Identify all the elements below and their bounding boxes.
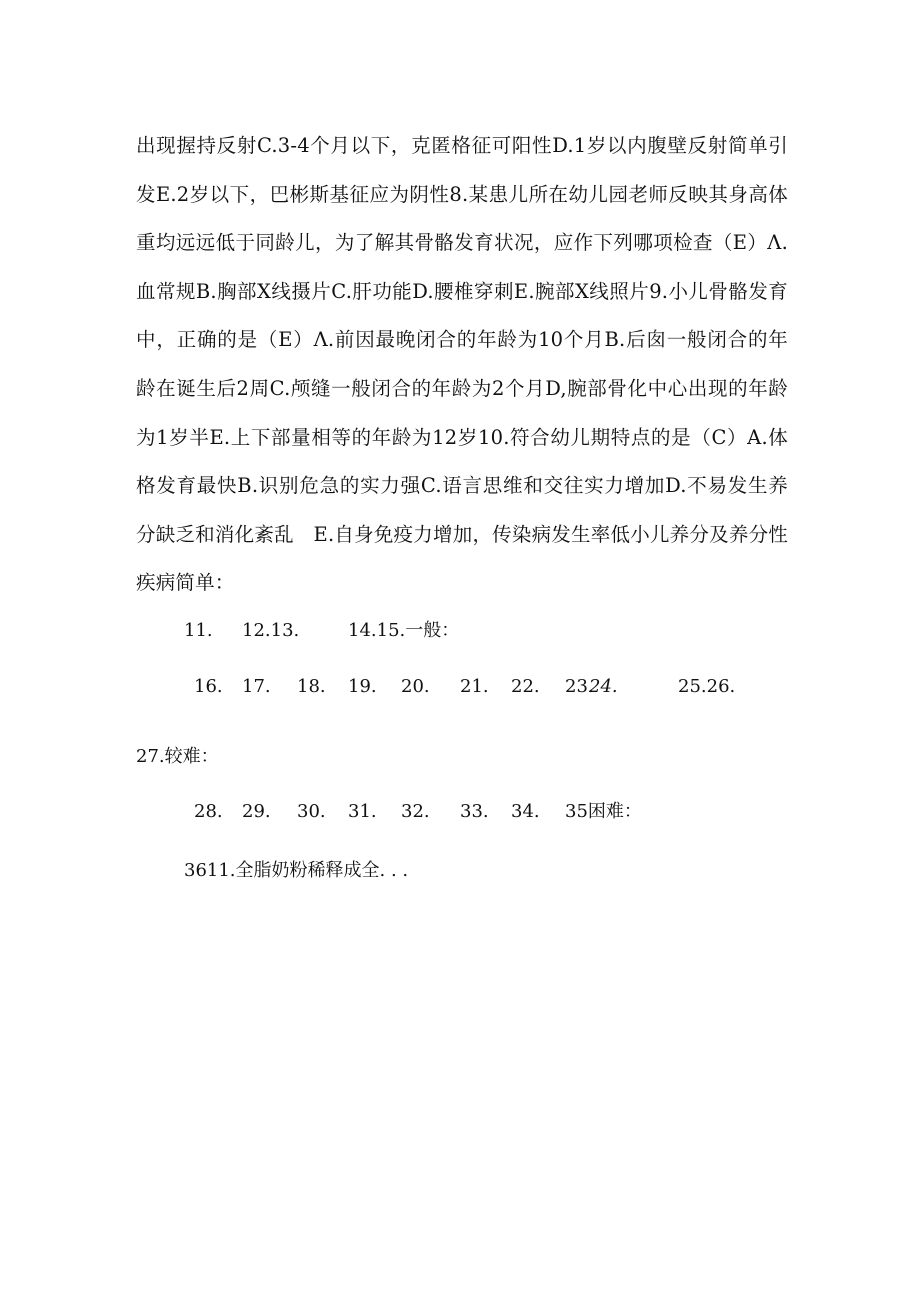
answer-number: 12.13. [242,620,300,641]
answer-text: 3611.全脂奶粉稀释成全. . . [184,860,409,881]
section-label-text: 27.较难： [136,746,219,767]
answer-number: 29. [242,801,271,822]
answer-number: 31. [348,801,377,822]
answer-number: 24. [589,676,618,697]
answer-number: 17. [242,676,271,697]
answer-number: 23. [565,676,594,697]
answer-row-36 [0,857,920,885]
section-label-general: 14.15.一般： [348,620,460,641]
section-label-harder [0,743,920,771]
answer-number: 16. [194,676,223,697]
answer-number: 21. [460,676,489,697]
answer-number: 25.26. [678,676,736,697]
answer-row-28-35 [0,798,920,826]
answer-number: 34. [511,801,540,822]
answer-row-16-26 [0,673,920,701]
answer-number: 11. [184,620,213,641]
answer-row-11-15 [0,617,920,645]
answer-number: 33. [460,801,489,822]
answer-number: 20. [401,676,430,697]
answer-number: 28. [194,801,223,822]
section-label-difficult: 35困难： [565,801,642,822]
answer-number: 30. [297,801,326,822]
answer-number: 19. [348,676,377,697]
question-paragraph: 出现握持反射C.3-4个月以下，克匿格征可阳性D.1岁以内腹壁反射简单引发E.2岁以下，巴彬斯基征应为阴性8.某患儿所在幼儿园老师反映其身高体重均远远低于同龄儿，为了解其骨骼发育状况，应作下列哪项检查（E）Λ.血常规B.胸部X线摄片C.肝功能D.腰椎穿刺E.腕部X线照片9.小儿骨骼发育中，正确的是（E）Λ.前因最晚闭合的年龄为10个月B.后囱一般闭合的年龄在诞生后2周C.颅缝一般闭合的年龄为2个月D,腕部骨化中心出现的年龄为1岁半E.上下部量相等的年龄为12岁10.符合幼儿期特点的是（C）A.体格发育最快B.识别危急的实力强C.语言思维和交往实力增加D.不易发生养分缺乏和消化紊乱 E.自身免疫力增加，传染病发生率低小儿养分及养分性疾病简单： [136,134,788,595]
answer-number: 22. [511,676,540,697]
answer-number: 32. [401,801,430,822]
answer-number: 18. [297,676,326,697]
